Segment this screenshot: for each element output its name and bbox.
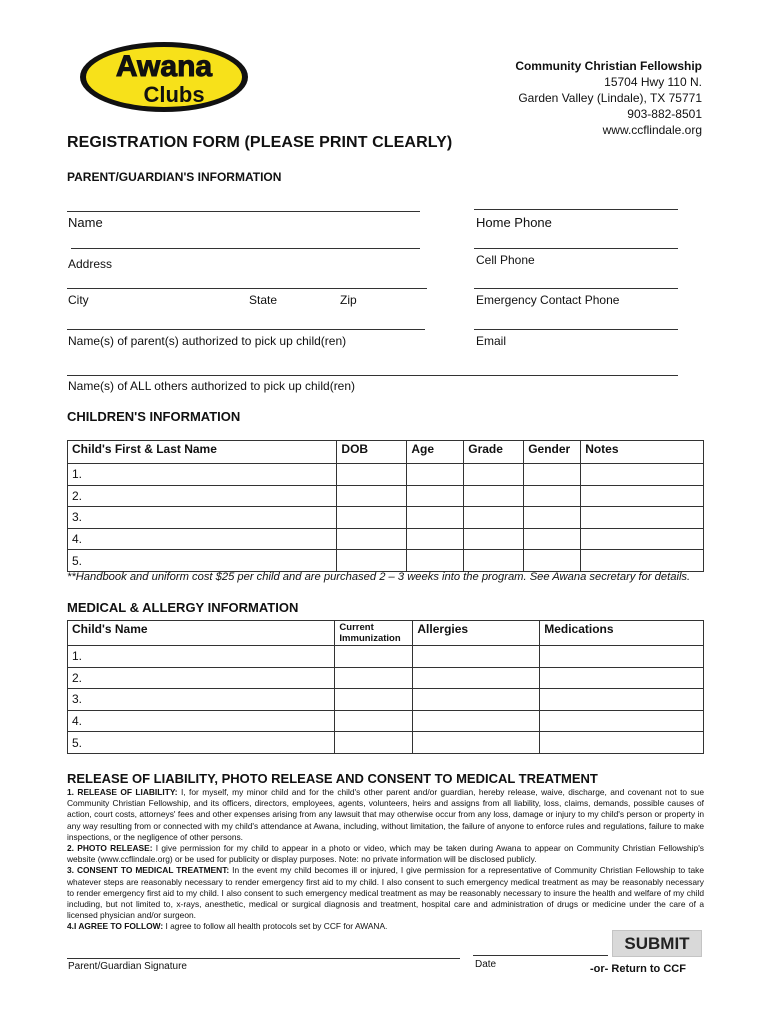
dob-cell[interactable]: [337, 528, 407, 550]
release-item-label: 1. RELEASE OF LIABILITY:: [67, 787, 178, 797]
table-row: [68, 464, 704, 486]
release-title: RELEASE OF LIABILITY, PHOTO RELEASE AND CONSENT TO MEDICAL TREATMENT: [67, 771, 598, 786]
col-medications: Medications: [540, 621, 704, 646]
release-body: [67, 787, 704, 933]
emergency-phone-label: Emergency Contact Phone: [476, 293, 620, 307]
medical-table: [67, 620, 704, 754]
table-row: [68, 667, 704, 689]
medical-row-number[interactable]: 4.: [68, 710, 335, 732]
email-label: Email: [476, 334, 507, 348]
release-item-text: I, for myself, my minor child and for the child's other parent and/or guardian, hereby release, waive, discharge, and covenant not to sue Community Christian Fellowship, and its officers, directors, employees, agents, volunteers, heirs and assigns from all liability, loss, claims, demands, possible causes of action, court costs, attorneys' fees and other expenses arising from any lawsuit that may otherwise occur from any loss, damage or injury to my child's person or property in any way resulting from or connected with my child's attendance at Awana, including, without limitation, the failure of anyone to enforce rules and regulations, failure to make inspections, or the negligence of other persons.: [67, 787, 704, 842]
release-item-label: 2. PHOTO RELEASE:: [67, 843, 153, 854]
table-row: [68, 710, 704, 732]
table-row: [68, 689, 704, 711]
date-label: Date: [475, 959, 497, 970]
pickup-others-label: Name(s) of ALL others authorized to pick up child(ren): [68, 379, 356, 393]
grade-cell[interactable]: [464, 485, 524, 507]
release-item-medical: [67, 865, 704, 921]
logo-text-awana: Awana: [115, 50, 213, 83]
col-child-name: Child's Name: [68, 621, 335, 646]
release-item-text: I agree to follow all health protocols set by CCF for AWANA.: [163, 921, 388, 932]
dob-cell[interactable]: [337, 464, 407, 486]
medical-row-number[interactable]: 5.: [68, 732, 335, 754]
address-field[interactable]: [71, 248, 420, 249]
allergies-cell[interactable]: [413, 646, 540, 668]
release-item-photo: [67, 843, 704, 865]
immunization-cell[interactable]: [335, 646, 413, 668]
col-notes: Notes: [581, 441, 704, 464]
address-label: Address: [68, 257, 113, 271]
allergies-cell[interactable]: [413, 710, 540, 732]
col-allergies: Allergies: [413, 621, 540, 646]
handbook-note: **Handbook and uniform cost $25 per child and are purchased 2 – 3 weeks into the program. See Awana secretary for details.: [67, 571, 691, 583]
home-phone-label: Home Phone: [476, 215, 552, 230]
table-row: [68, 528, 704, 550]
gender-cell[interactable]: [524, 464, 581, 486]
grade-cell[interactable]: [464, 528, 524, 550]
notes-cell[interactable]: [581, 485, 704, 507]
org-phone: 903-882-8501: [627, 107, 702, 121]
release-item-agree: [67, 921, 704, 932]
allergies-cell[interactable]: [413, 732, 540, 754]
immunization-cell[interactable]: [335, 732, 413, 754]
children-table: [67, 440, 704, 572]
grade-cell[interactable]: [464, 464, 524, 486]
child-row-number[interactable]: 4.: [68, 528, 337, 550]
home-phone-field[interactable]: [474, 209, 678, 210]
col-gender: Gender: [524, 441, 581, 464]
awana-clubs-logo: [78, 40, 250, 114]
age-cell[interactable]: [407, 550, 464, 572]
allergies-cell[interactable]: [413, 689, 540, 711]
release-item-label: 3. CONSENT TO MEDICAL TREATMENT:: [67, 865, 230, 876]
medical-row-number[interactable]: 1.: [68, 646, 335, 668]
dob-cell[interactable]: [337, 550, 407, 572]
medications-cell[interactable]: [540, 646, 704, 668]
medications-cell[interactable]: [540, 732, 704, 754]
city-state-zip-field[interactable]: [67, 288, 427, 289]
grade-cell[interactable]: [464, 550, 524, 572]
medical-row-number[interactable]: 3.: [68, 689, 335, 711]
table-row: [68, 646, 704, 668]
org-address-line2: Garden Valley (Lindale), TX 75771: [518, 91, 702, 105]
state-label: State: [249, 293, 278, 307]
email-field[interactable]: [474, 329, 678, 330]
col-child-name: Child's First & Last Name: [68, 441, 337, 464]
date-field[interactable]: [473, 955, 608, 956]
medical-section-title: MEDICAL & ALLERGY INFORMATION: [67, 600, 299, 615]
table-row: [68, 550, 704, 572]
col-age: Age: [407, 441, 464, 464]
logo-text-clubs: Clubs: [143, 82, 205, 107]
col-grade: Grade: [464, 441, 524, 464]
medical-table-header: [68, 621, 704, 646]
pickup-parents-field[interactable]: [67, 329, 425, 330]
org-address-line1: 15704 Hwy 110 N.: [604, 75, 702, 89]
medical-row-number[interactable]: 2.: [68, 667, 335, 689]
parent-section-title: PARENT/GUARDIAN'S INFORMATION: [67, 170, 282, 184]
gender-cell[interactable]: [524, 550, 581, 572]
notes-cell[interactable]: [581, 528, 704, 550]
org-website: www.ccflindale.org: [602, 123, 702, 137]
release-item-text: I give permission for my child to appear in a photo or video, which may be taken during Awana to appear on Community Christian Fellowship's website (www.ccflindale.org) or be used for publicity or display purposes. Note: no private information will be disclosed publicly.: [67, 843, 704, 865]
emergency-phone-field[interactable]: [474, 288, 678, 289]
awana-logo-graphic: [78, 40, 250, 114]
table-row: [68, 507, 704, 529]
child-row-number[interactable]: 5.: [68, 550, 337, 572]
form-title: REGISTRATION FORM (PLEASE PRINT CLEARLY): [67, 134, 453, 151]
dob-cell[interactable]: [337, 485, 407, 507]
notes-cell[interactable]: [581, 464, 704, 486]
organization-info: [515, 58, 702, 138]
children-section-title: CHILDREN'S INFORMATION: [67, 409, 241, 424]
children-table-header: [68, 441, 704, 464]
gender-cell[interactable]: [524, 507, 581, 529]
immunization-cell[interactable]: [335, 710, 413, 732]
medications-cell[interactable]: [540, 689, 704, 711]
dob-cell[interactable]: [337, 507, 407, 529]
child-row-number[interactable]: 3.: [68, 507, 337, 529]
medications-cell[interactable]: [540, 710, 704, 732]
submit-button[interactable]: SUBMIT: [612, 930, 702, 957]
signature-label: Parent/Guardian Signature: [68, 961, 187, 972]
age-cell[interactable]: [407, 464, 464, 486]
grade-cell[interactable]: [464, 507, 524, 529]
medications-cell[interactable]: [540, 667, 704, 689]
table-row: [68, 485, 704, 507]
name-field[interactable]: [67, 211, 420, 212]
notes-cell[interactable]: [581, 550, 704, 572]
pickup-parents-label: Name(s) of parent(s) authorized to pick up child(ren): [68, 334, 347, 348]
table-row: [68, 732, 704, 754]
col-dob: DOB: [337, 441, 407, 464]
child-row-number[interactable]: 1.: [68, 464, 337, 486]
allergies-cell[interactable]: [413, 667, 540, 689]
child-row-number[interactable]: 2.: [68, 485, 337, 507]
release-item-text: In the event my child becomes ill or injured, I give permission for a representative of Community Christian Fellowship to take whatever steps are reasonably necessary to render emergency first aid to my child. I also consent to such emergency medical treatment as may be reasonably necessary to render emergency first aid to my child. I also consent to such emergency medical treatment as may be reasonably necessary to insure the health and welfare of my child including, but not limited to, x-rays, anesthetic, medical or surgical diagnosis and treatment, hospital care and administration of drugs or medicine under the care of a licensed physician and/or surgeon.: [67, 865, 704, 921]
zip-label: Zip: [340, 293, 357, 307]
age-cell[interactable]: [407, 528, 464, 550]
age-cell[interactable]: [407, 485, 464, 507]
pickup-others-field[interactable]: [67, 375, 678, 376]
age-cell[interactable]: [407, 507, 464, 529]
immunization-cell[interactable]: [335, 689, 413, 711]
gender-cell[interactable]: [524, 528, 581, 550]
notes-cell[interactable]: [581, 507, 704, 529]
gender-cell[interactable]: [524, 485, 581, 507]
signature-field[interactable]: [67, 958, 460, 959]
return-to-ccf-link[interactable]: -or- Return to CCF: [590, 963, 686, 975]
immunization-cell[interactable]: [335, 667, 413, 689]
release-item-liability: [67, 787, 704, 843]
release-item-label: 4.I AGREE TO FOLLOW:: [67, 921, 164, 932]
name-label: Name: [68, 215, 103, 230]
col-immunization: Current Immunization: [335, 621, 413, 646]
cell-phone-label: Cell Phone: [476, 253, 535, 267]
org-name: Community Christian Fellowship: [515, 59, 702, 73]
city-label: City: [68, 293, 89, 307]
cell-phone-field[interactable]: [474, 248, 678, 249]
